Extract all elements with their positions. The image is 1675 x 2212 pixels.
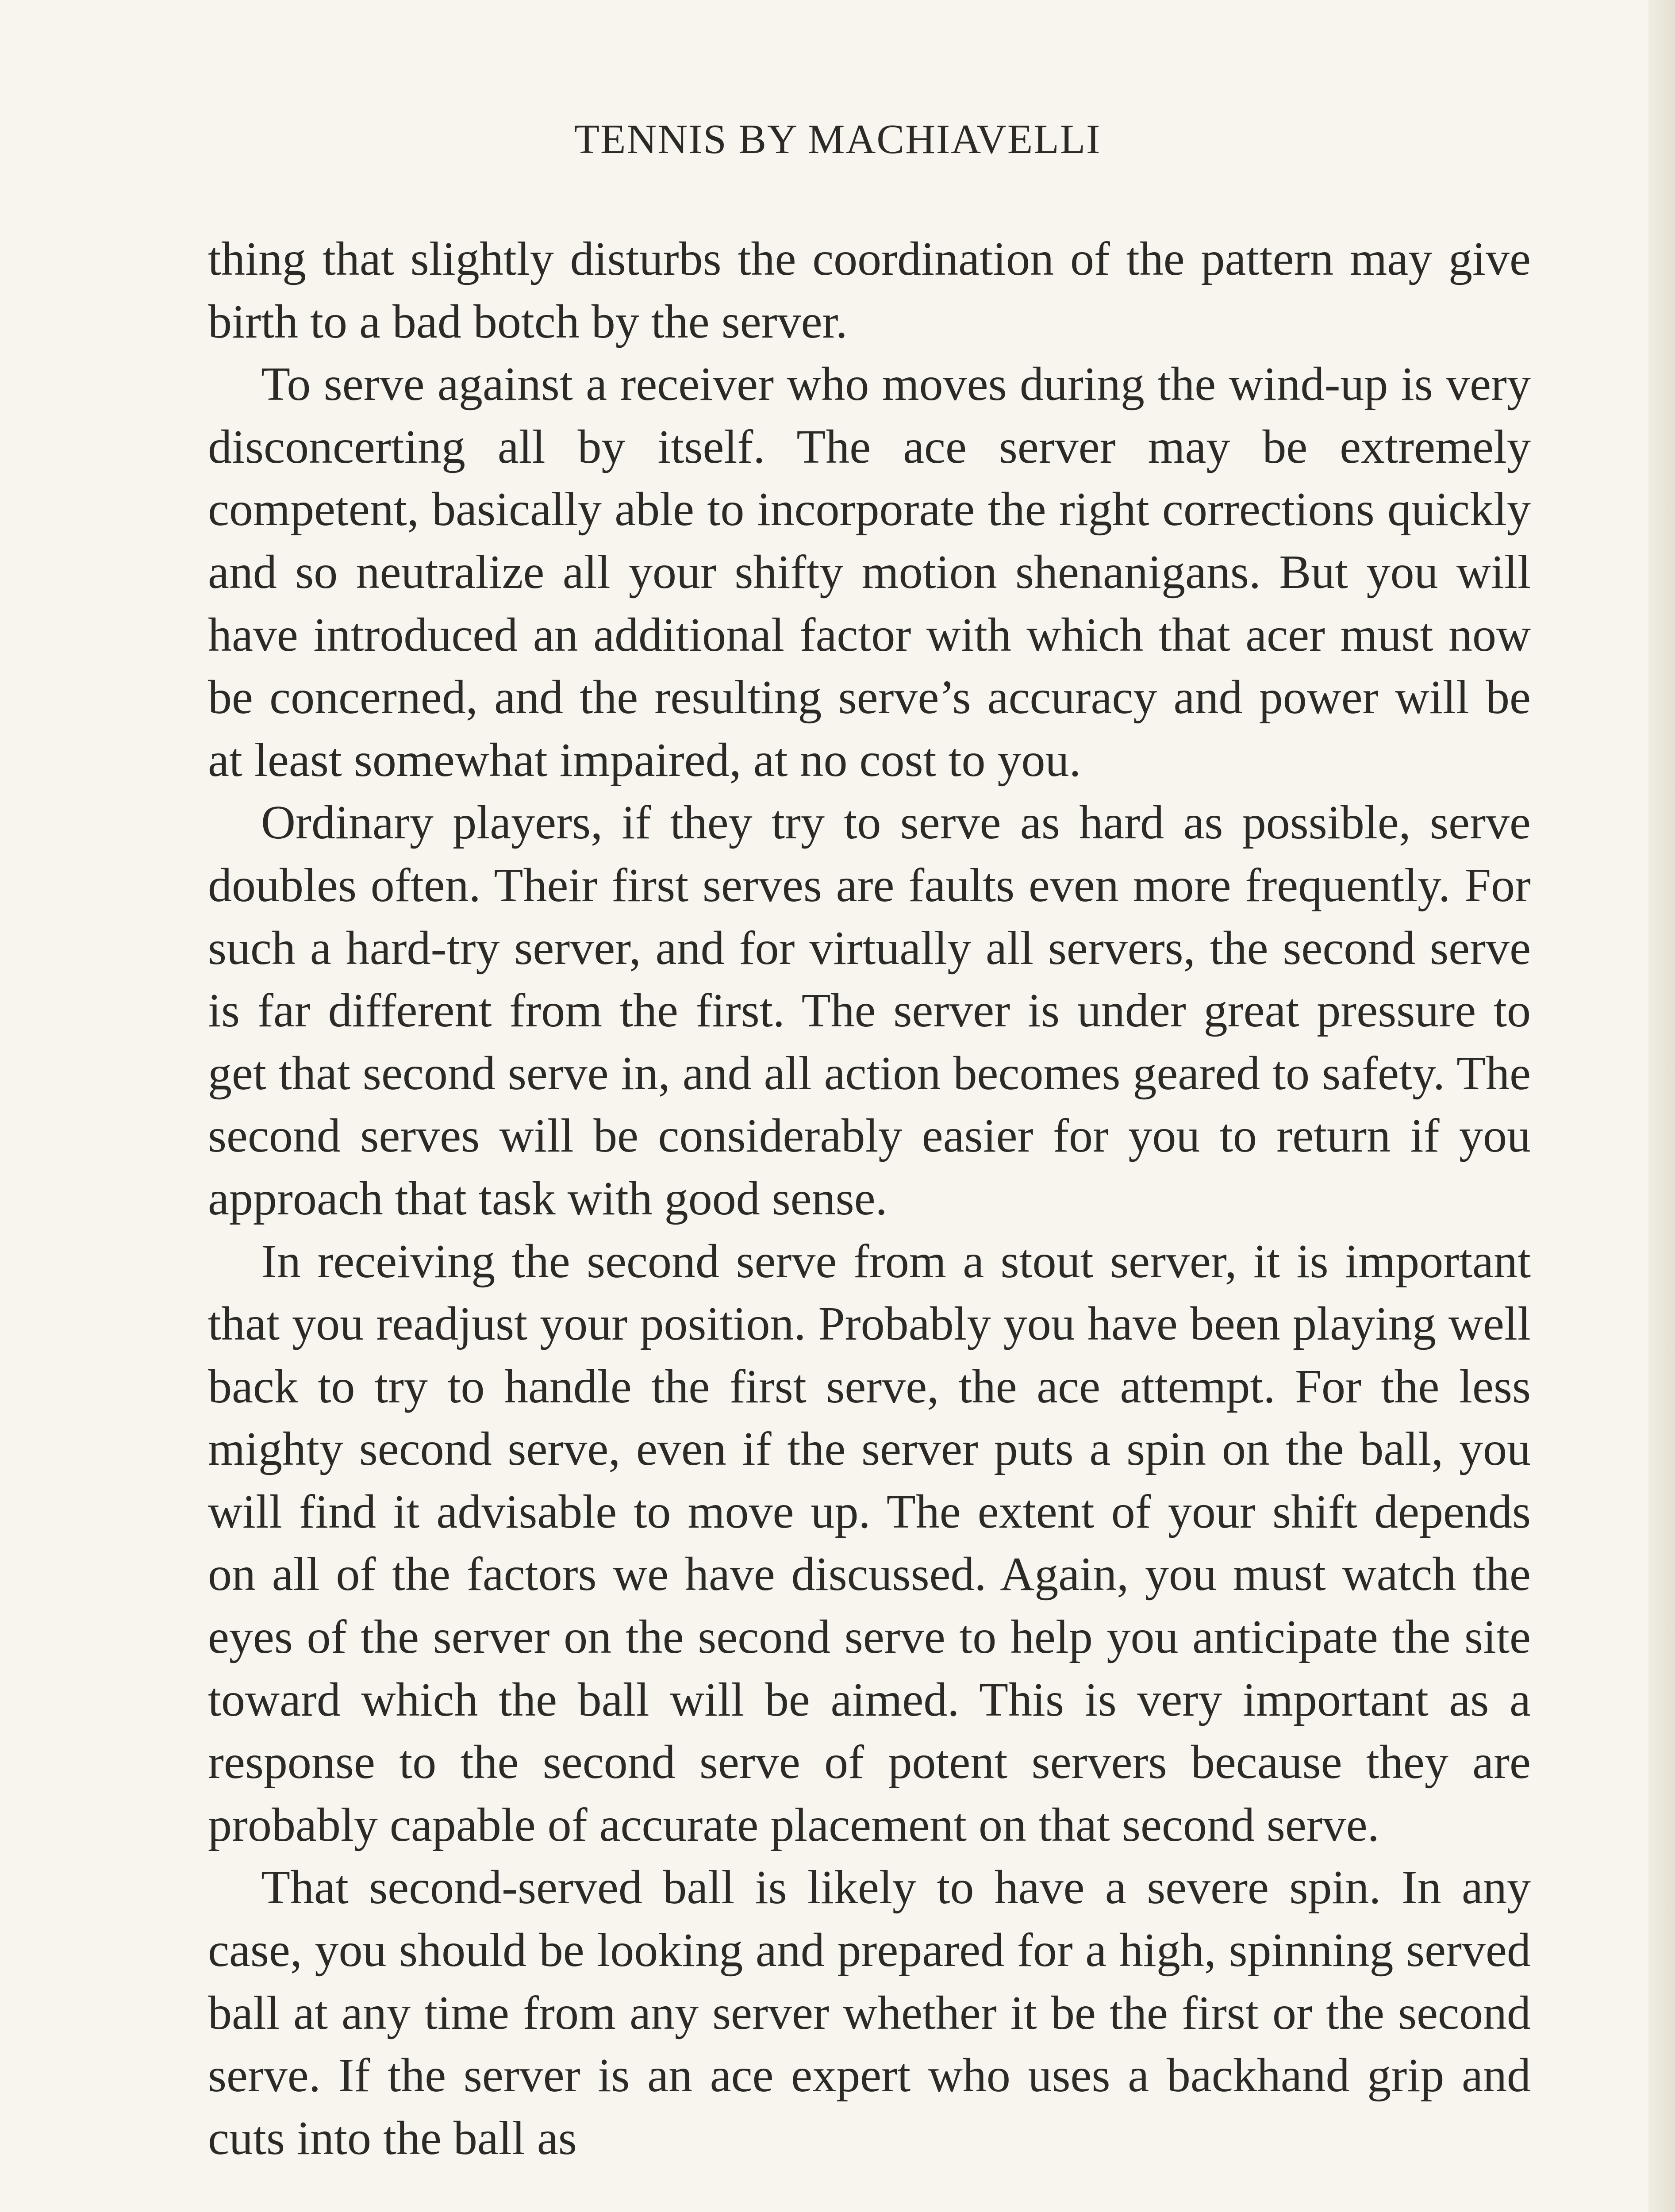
page-edge-shadow	[1648, 0, 1675, 2212]
body-text	[208, 228, 1531, 2170]
paragraph: That second-served ball is likely to have a severe spin. In any case, you should be looking and prepared for a high, spinning served ball at any time from any server whether it be the first or the second serve. If the server is an ace expert who uses a backhand grip and cuts into the ball as	[208, 1861, 1531, 2165]
paragraph: To serve against a receiver who moves during the wind-up is very disconcerting all by itself. The ace server may be extremely competent, basically able to incorporate the right corrections quickly and so neutralize all your shifty motion shenanigans. But you will have introduced an additional factor with which that acer must now be concerned, and the resulting serve’s accuracy and power will be at least somewhat impaired, at no cost to you.	[208, 358, 1531, 787]
paragraph-continued: thing that slightly disturbs the coordination of the pattern may give birth to a bad botch by the server.	[208, 233, 1531, 348]
paragraph: In receiving the second serve from a stout server, it is important that you readjust your position. Probably you have been playing well back to try to handle the first serve, the ace attempt. For the less mighty second serve, even if the server puts a spin on the ball, you will find it advisable to move up. The extent of your shift depends on all of the factors we have discussed. Again, you must watch the eyes of the server on the second serve to help you anticipate the site toward which the ball will be aimed. This is very important as a response to the second serve of potent servers because they are probably capable of accurate placement on that second serve.	[208, 1235, 1531, 1851]
paragraph: Ordinary players, if they try to serve as hard as possible, serve doubles often. Their first serves are faults even more frequently. For such a hard-try server, and for virtually all servers, the second serve is far different from the first. The server is under great pressure to get that second serve in, and all action becomes geared to safety. The second serves will be considerably easier for you to return if you approach that task with good sense.	[208, 796, 1531, 1225]
running-head: TENNIS BY MACHIAVELLI	[574, 116, 1101, 162]
